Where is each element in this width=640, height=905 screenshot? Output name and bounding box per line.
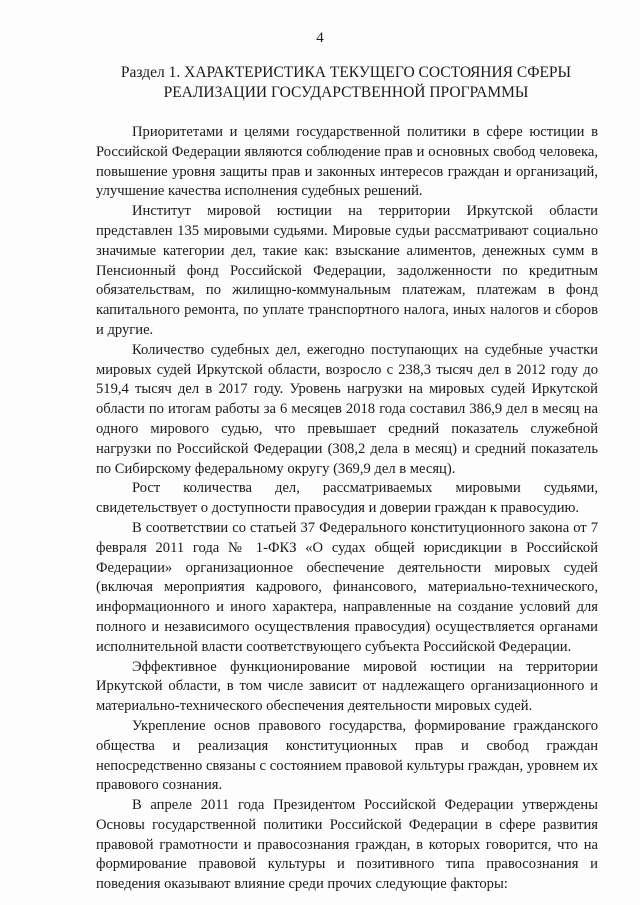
paragraph: Приоритетами и целями государственной политики в сфере юстиции в Российской Федерации являются соблюдение прав и основных свобод человека, повышение уровня защиты прав и законных интересов граждан и организаций, улучшение качества исполнения судебных решений.	[96, 124, 598, 200]
paragraph: Рост количества дел, рассматриваемых мировыми судьями, свидетельствует о доступности правосудия и доверии граждан к правосудию.	[96, 480, 598, 517]
section-title-line-2: РЕАЛИЗАЦИИ ГОСУДАРСТВЕННОЙ ПРОГРАММЫ	[163, 84, 529, 101]
paragraph: Институт мировой юстиции на территории Иркутской области представлен 135 мировыми судьями. Мировые судьи рассматривают социально значимые категории дел, такие как: взыскание алиментов, денежных сумм в Пенсионный фонд Российской Федерации, задолженности по кредитным обязательствам, по жилищно-коммунальным платежам, платежам в фонд капитального ремонта, по уплате транспортного налога, иных налогов и сборов и другие.	[96, 203, 598, 338]
body-text	[96, 123, 598, 895]
section-title-line-1: Раздел 1. ХАРАКТЕРИСТИКА ТЕКУЩЕГО СОСТОЯНИЯ СФЕРЫ	[120, 64, 572, 81]
paragraph: Количество судебных дел, ежегодно поступающих на судебные участки мировых судей Иркутской области, возросло с 238,3 тысяч дел в 2012 году до 519,4 тысяч дел в 2017 году. Уровень нагрузки на мировых судей Иркутской области по итогам работы за 6 месяцев 2018 года составил 386,9 дел в месяц на одного мирового судью, что превышает средний показатель служебной нагрузки по Российской Федерации (308,2 дела в месяц) и средний показатель по Сибирскому федеральному округу (369,9 дел в месяц).	[96, 341, 598, 477]
paragraph: В апреле 2011 года Президентом Российской Федерации утверждены Основы государственной политики Российской Федерации в сфере развития правовой грамотности и правосознания граждан, в которых говорится, что на формирование правовой культуры и позитивного типа правосознания и поведения оказывают влияние среди прочих следующие факторы:	[96, 797, 598, 893]
paragraph: Эффективное функционирование мировой юстиции на территории Иркутской области, в том числе зависит от надлежащего организационного и материально-технического обеспечения деятельности мировых судей.	[96, 658, 598, 715]
section-title	[96, 63, 596, 103]
paragraph: В соответствии со статьей 37 Федерального конституционного закона от 7 февраля 2011 года № 1-ФКЗ «О судах общей юрисдикции в Российской Федерации» организационное обеспечение деятельности мировых судей (включая мероприятия кадрового, финансового, материально-технического, информационного и иного характера, направленные на создание условий для полного и независимого осуществления правосудия) осуществляется органами исполнительной власти соответствующего субъекта Российской Федерации.	[96, 519, 598, 655]
page-number: 4	[316, 30, 324, 46]
paragraph: Укрепление основ правового государства, формирование гражданского общества и реализация конституционных прав и свобод граждан непосредственно связаны с состоянием правовой культуры граждан, уровнем их правового сознания.	[96, 717, 598, 794]
